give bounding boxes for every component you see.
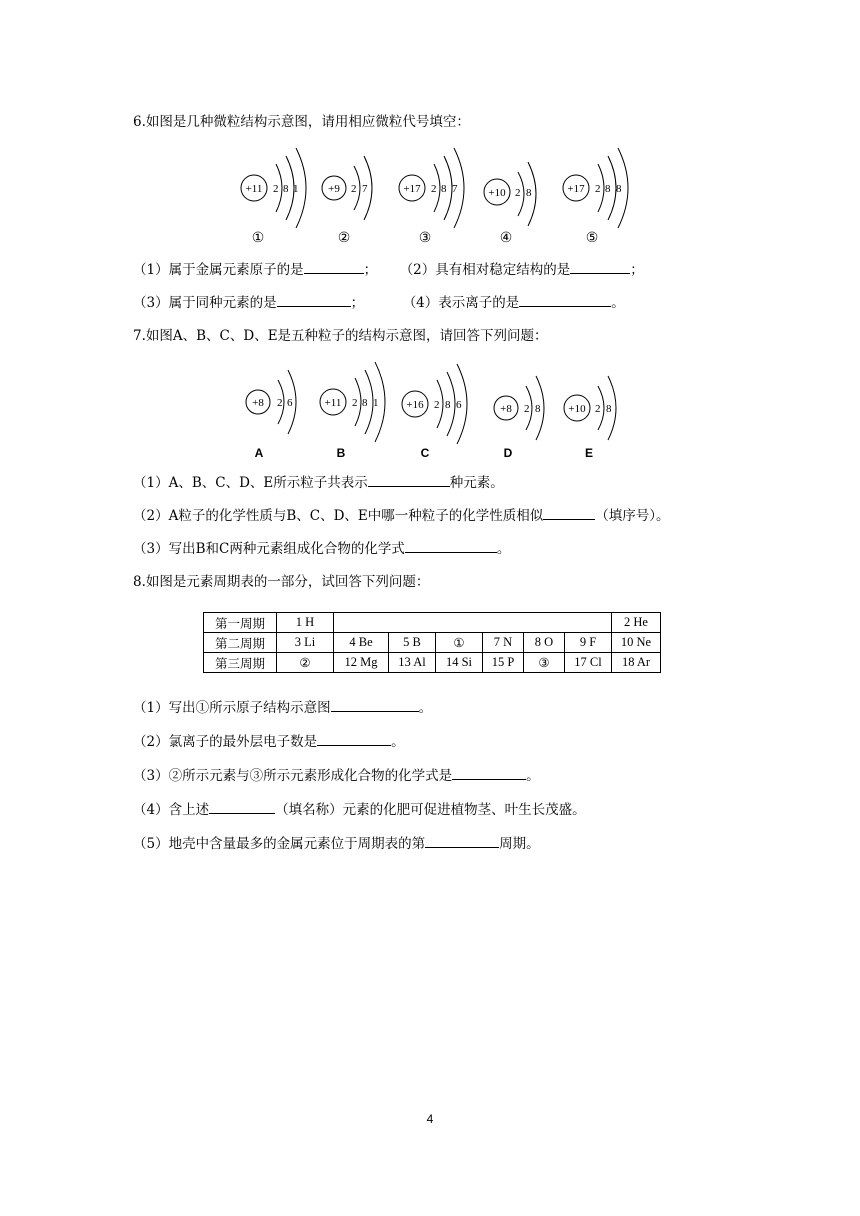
shell-electrons: 1 xyxy=(293,183,299,195)
nucleus-charge: +17 xyxy=(567,183,585,195)
punctuation: 。 xyxy=(496,541,511,557)
atom-svg xyxy=(244,368,314,448)
shell-electrons: 8 xyxy=(362,397,368,409)
q8-part-1-text: （1）写出①所示原子结构示意图 xyxy=(133,700,331,716)
nucleus-charge: +10 xyxy=(488,187,506,199)
element-cell: 2 He xyxy=(612,613,661,633)
element-cell: 1 H xyxy=(277,613,334,633)
element-cell: ① xyxy=(436,633,483,653)
atom-svg xyxy=(400,360,480,450)
atom-label: ① xyxy=(251,230,265,246)
q7-part-3-text: （3）写出B和C两种元素组成化合物的化学式 xyxy=(133,541,405,557)
element-cell: 7 N xyxy=(483,633,524,653)
q7-figure xyxy=(0,358,860,463)
q8-part-4-end: （填名称）元素的化肥可促进植物茎、叶生长茂盛。 xyxy=(275,802,586,818)
shell-electrons: 2 xyxy=(595,403,601,415)
atom-diagram xyxy=(482,144,552,228)
shell-electrons: 7 xyxy=(452,183,458,195)
q7-part-1-end: 种元素。 xyxy=(449,475,504,491)
nucleus-charge: +16 xyxy=(406,399,424,411)
shell-electrons: 8 xyxy=(441,183,447,195)
empty-cell xyxy=(334,613,612,633)
shell-electrons: 2 xyxy=(515,187,521,199)
answer-blank[interactable] xyxy=(368,472,450,487)
answer-blank[interactable] xyxy=(405,538,497,553)
shell-electrons: 2 xyxy=(524,403,530,415)
shell-electrons: 6 xyxy=(287,397,293,409)
atom-label: ④ xyxy=(499,230,513,246)
element-cell: 4 Be xyxy=(334,633,389,653)
atom-label: C xyxy=(420,446,430,460)
atom-svg xyxy=(492,372,562,452)
shell-electrons: 1 xyxy=(373,397,379,409)
q8-part-5-text: （5）地壳中含量最多的金属元素位于周期表的第 xyxy=(133,836,426,852)
atom-svg xyxy=(396,144,476,224)
q6-part-1-text: （1）属于金属元素原子的是 xyxy=(133,262,304,278)
atom-svg xyxy=(318,360,398,450)
answer-blank[interactable] xyxy=(543,505,595,520)
q8-part-3-text: （3）②所示元素与③所示元素形成化合物的化学式是 xyxy=(133,768,453,784)
shell-electrons: 8 xyxy=(283,183,289,195)
atom-diagram xyxy=(238,144,318,228)
atom-diagram xyxy=(396,144,476,228)
nucleus-charge: +9 xyxy=(328,183,340,195)
nucleus-charge: +11 xyxy=(324,397,342,409)
answer-blank[interactable] xyxy=(277,292,351,307)
punctuation: ； xyxy=(630,262,644,278)
q6-part-4-text: （4）表示离子的是 xyxy=(402,295,520,311)
q8-part-5-end: 周期。 xyxy=(499,836,540,852)
answer-blank[interactable] xyxy=(519,292,611,307)
element-cell: 13 Al xyxy=(389,653,436,673)
shell-electrons: 2 xyxy=(434,399,440,411)
answer-blank[interactable] xyxy=(452,765,526,780)
atom-svg xyxy=(238,144,318,224)
nucleus-charge: +17 xyxy=(403,183,421,195)
q8-part-4 xyxy=(133,799,586,820)
element-cell: 12 Mg xyxy=(334,653,389,673)
q6-stem: 6.如图是几种微粒结构示意图，请用相应微粒代号填空： xyxy=(133,114,470,130)
shell-electrons: 2 xyxy=(351,183,357,195)
q6-part-2-text: （2）具有相对稳定结构的是 xyxy=(399,262,571,278)
q8-part-4-text: （4）含上述 xyxy=(133,802,210,818)
atom-label: ② xyxy=(337,230,351,246)
element-cell: 14 Si xyxy=(436,653,483,673)
atom-svg xyxy=(560,144,640,224)
q7-part-1 xyxy=(133,472,504,493)
q7-part-2 xyxy=(133,505,670,526)
answer-blank[interactable] xyxy=(331,697,419,712)
shell-electrons: 2 xyxy=(431,183,437,195)
punctuation: ； xyxy=(363,262,378,278)
table-row xyxy=(204,613,661,633)
atom-diagram xyxy=(562,372,632,456)
q7-part-1-text: （1）A、B、C、D、E所示粒子共表示 xyxy=(133,475,368,491)
answer-blank[interactable] xyxy=(317,731,391,746)
shell-electrons: 2 xyxy=(352,397,358,409)
q7-stem: 7.如图A、B、C、D、E是五种粒子的结构示意图，请回答下列问题： xyxy=(133,328,548,344)
atom-diagram xyxy=(244,368,314,452)
punctuation: 。 xyxy=(526,768,540,784)
atom-svg xyxy=(562,372,632,452)
shell-electrons: 2 xyxy=(273,183,279,195)
atom-label: A xyxy=(254,446,264,460)
q8-stem: 8.如图是元素周期表的一部分，试回答下列问题： xyxy=(133,574,430,590)
q8-part-2 xyxy=(133,731,405,752)
shell-electrons: 8 xyxy=(445,399,451,411)
shell-electrons: 8 xyxy=(605,183,611,195)
atom-diagram xyxy=(320,144,390,228)
shell-electrons: 8 xyxy=(606,403,612,415)
q7-part-2-end: （填序号）。 xyxy=(595,508,670,524)
q8-part-1 xyxy=(133,697,432,718)
element-cell: 15 P xyxy=(483,653,524,673)
shell-electrons: 8 xyxy=(535,403,541,415)
nucleus-charge: +11 xyxy=(245,183,263,195)
punctuation: 。 xyxy=(418,700,433,716)
period-label: 第一周期 xyxy=(204,613,277,633)
atom-diagram xyxy=(318,360,398,454)
atom-label: E xyxy=(584,446,593,460)
punctuation: 。 xyxy=(391,734,405,750)
shell-electrons: 6 xyxy=(456,399,462,411)
q7-part-3 xyxy=(133,538,510,559)
nucleus-charge: +8 xyxy=(500,403,512,415)
element-cell: 17 Cl xyxy=(565,653,612,673)
punctuation: 。 xyxy=(611,295,625,311)
page-number: 4 xyxy=(426,1112,434,1126)
q8-part-5 xyxy=(133,833,540,854)
atom-svg xyxy=(482,144,552,224)
period-label: 第三周期 xyxy=(204,653,277,673)
q7-part-2-text: （2）A粒子的化学性质与B、C、D、E中哪一种粒子的化学性质相似 xyxy=(133,508,544,524)
q8-part-3 xyxy=(133,765,540,786)
shell-electrons: 8 xyxy=(616,183,622,195)
table-row xyxy=(204,633,661,653)
table-row xyxy=(204,653,661,673)
nucleus-charge: +10 xyxy=(568,403,586,415)
q6-part-3-4 xyxy=(133,292,625,313)
atom-svg xyxy=(320,144,390,224)
q6-part-3-text: （3）属于同种元素的是 xyxy=(133,295,277,311)
q6-part-1-2 xyxy=(133,259,644,280)
atom-diagram xyxy=(560,144,640,228)
element-cell: 3 Li xyxy=(277,633,334,653)
atom-label: ③ xyxy=(418,230,432,246)
q8-part-2-text: （2）氯离子的最外层电子数是 xyxy=(133,734,318,750)
element-cell: 10 Ne xyxy=(612,633,661,653)
q6-figure xyxy=(0,140,860,250)
answer-blank[interactable] xyxy=(570,259,630,274)
element-cell: 18 Ar xyxy=(612,653,661,673)
atom-diagram xyxy=(492,372,562,456)
shell-electrons: 2 xyxy=(595,183,601,195)
period-label: 第二周期 xyxy=(204,633,277,653)
atom-diagram xyxy=(400,360,480,454)
element-cell: 9 F xyxy=(565,633,612,653)
nucleus-charge: +8 xyxy=(252,397,264,409)
element-cell: ② xyxy=(277,653,334,673)
shell-electrons: 7 xyxy=(362,183,368,195)
answer-blank[interactable] xyxy=(425,833,499,848)
shell-electrons: 8 xyxy=(526,187,532,199)
element-cell: 8 O xyxy=(524,633,565,653)
shell-electrons: 2 xyxy=(277,397,283,409)
atom-label: ⑤ xyxy=(585,230,599,246)
element-cell: ③ xyxy=(524,653,565,673)
element-cell: 5 B xyxy=(389,633,436,653)
answer-blank[interactable] xyxy=(304,259,364,274)
answer-blank[interactable] xyxy=(209,799,275,814)
periodic-table xyxy=(203,612,661,673)
atom-label: B xyxy=(336,446,346,460)
punctuation: ； xyxy=(350,295,365,311)
atom-label: D xyxy=(503,446,513,460)
